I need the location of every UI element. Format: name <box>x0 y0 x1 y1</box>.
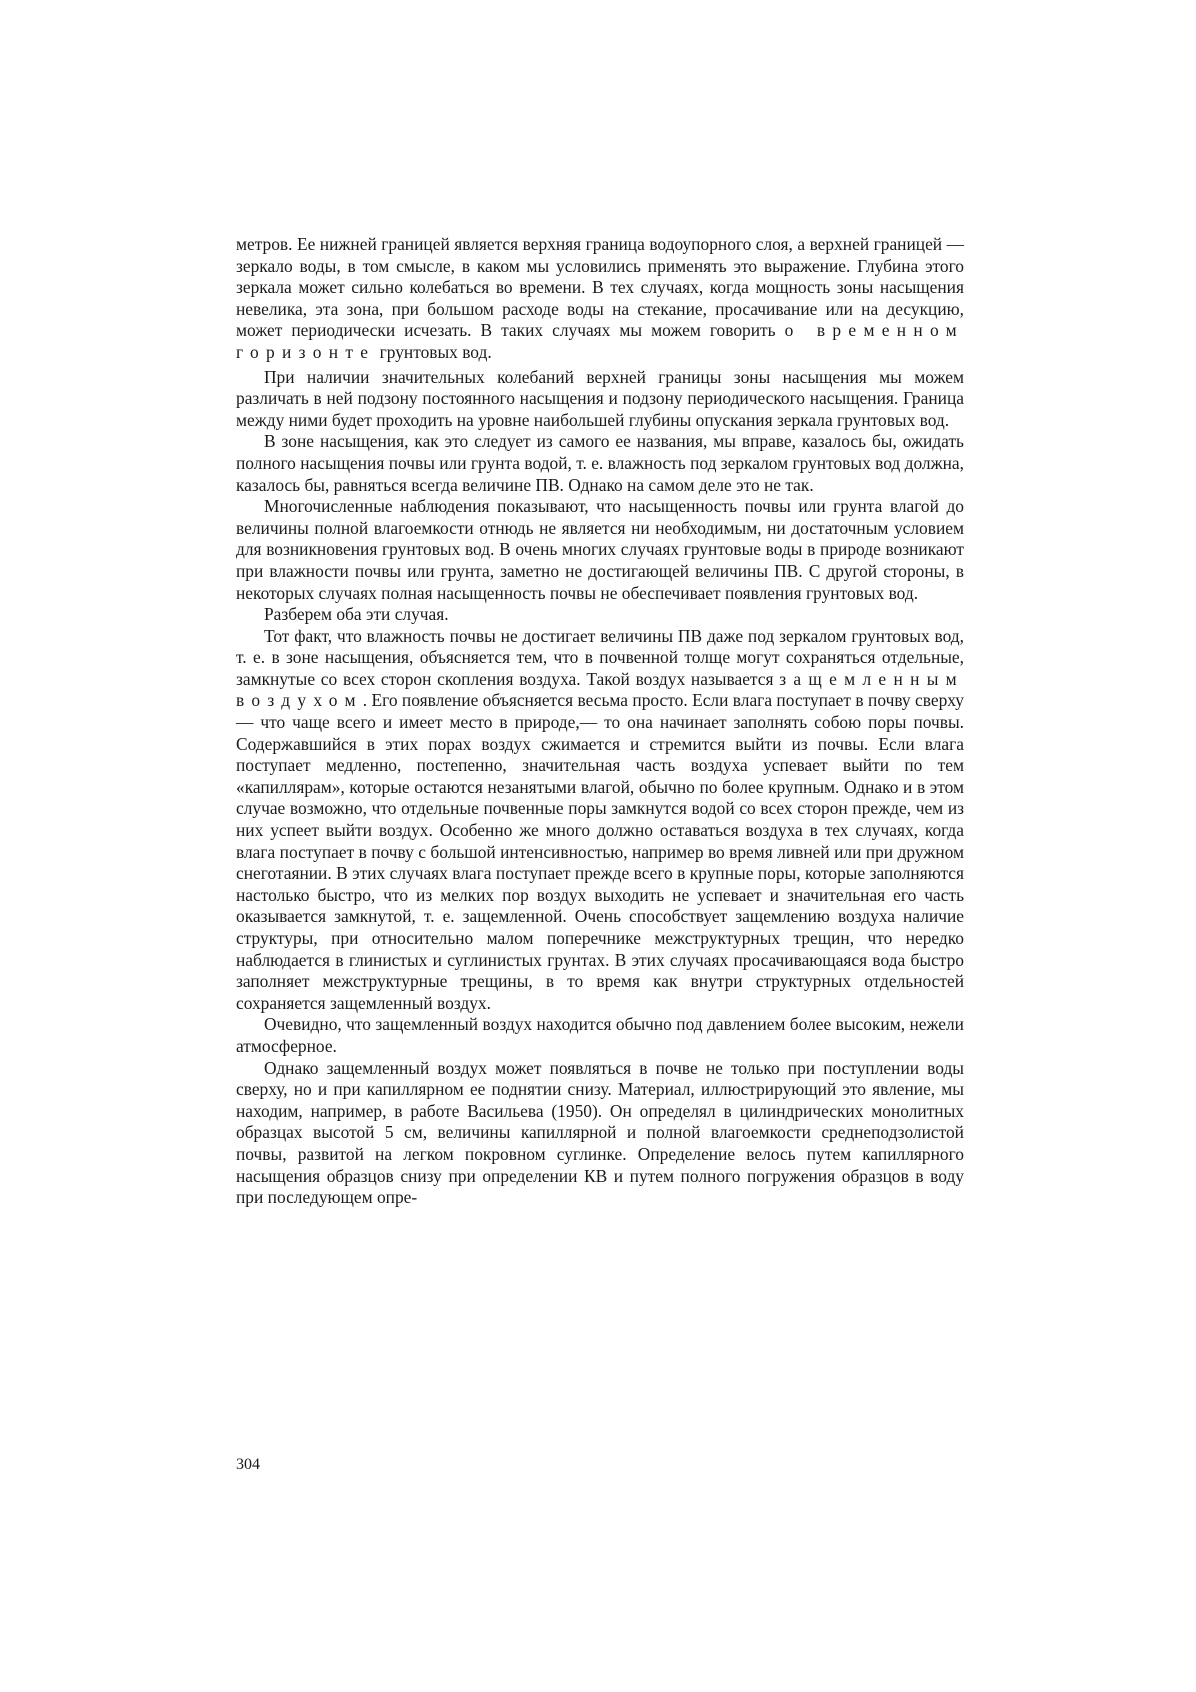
paragraph-2: При наличии значительных колебаний верхней границы зоны насыщения мы можем различать в ней подзону постоянного насыщения и подзону периодического насыщения. Граница между ними будет проходить на уровне наибольшей глубины опускания зеркала грунтовых вод. <box>236 366 964 430</box>
paragraph-6 <box>236 626 964 1015</box>
paragraph-6-part-3: . Его появление объясняется весьма просто. Если влага поступает в почву сверху — что чаще всего и имеет место в природе,— то она начинает заполнять собою поры почвы. Содержавшийся в этих порах воздух сжимается и стремится выйти из почвы. Если влага поступает медленно, постепенно, значительная часть воздуха успевает выйти по тем «капиллярам», которые остаются незанятыми влагой, обычно по более крупным. Однако и в этом случае возможно, что отдельные почвенные поры замкнутся водой со всех сторон прежде, чем из них успеет выйти воздух. Особенно же много должно оставаться воздуха в тех случаях, когда влага поступает в почву с большой интенсивностью, например во время ливней или при дружном снеготаянии. В этих случаях влага поступает прежде всего в крупные поры, которые заполняются настолько быстро, что из мелких пор воздух выходить не успевает и значительная его часть оказывается замкнутой, т. е. защемленной. Очень способствует защемлению воздуха наличие структуры, при относительно малом поперечнике межструктурных трещин, что нередко наблюдается в глинистых и суглинистых грунтах. В этих случаях просачивающаяся вода быстро заполняет межструктурные трещины, в то время как внутри структурных отдельностей сохраняется защемленный воздух. <box>236 690 964 1013</box>
term-temporary-horizon: о временном горизонте <box>236 320 965 362</box>
page-number: 304 <box>236 1456 260 1473</box>
paragraph-1 <box>236 234 964 364</box>
paragraph-6-part-1: Тот факт, что влажность почвы не достигает величины ПВ даже под зеркалом грунтовых вод, т. е. в зоне насыщения, объясняется тем, что в почвенной толще могут сохраняться отдельные, замкнутые со всех сторон скопления воздуха. Такой воздух называется <box>236 625 964 689</box>
paragraph-1-part-3: грунтовых вод. <box>375 341 492 362</box>
paragraph-1-part-1: метров. Ее нижней границей является верхняя граница водоупорного слоя, а верхней границей — зеркало воды, в том смысле, в каком мы условились применять это выражение. Глубина этого зеркала может сильно колебаться во времени. В тех случаях, когда мощность зоны насыщения невелика, эта зона, при большом расходе воды на стекание, просачивание или на десукцию, может периодически исчезать. В таких случаях мы можем говорить <box>236 234 964 341</box>
term-trapped-air: защемленным воздухом <box>236 668 964 711</box>
paragraph-3: В зоне насыщения, как это следует из самого ее названия, мы вправе, казалось бы, ожидать полного насыщения почвы или грунта водой, т. е. влажность под зеркалом грунтовых вод должна, казалось бы, равняться всегда величине ПВ. Однако на самом деле это не так. <box>236 431 964 495</box>
page-body <box>236 234 964 1209</box>
text-block <box>236 234 964 1209</box>
paragraph-4: Многочисленные наблюдения показывают, что насыщенность почвы или грунта влагой до величины полной влагоемкости отнюдь не является ни необходимым, ни достаточным условием для возникновения грунтовых вод. В очень многих случаях грунтовые воды в природе возникают при влажности почвы или грунта, заметно не достигающей величины ПВ. С другой стороны, в некоторых случаях полная насыщенность почвы не обеспечивает появления грунтовых вод. <box>236 496 964 603</box>
paragraph-8: Однако защемленный воздух может появляться в почве не только при поступлении воды сверху, но и при капиллярном ее поднятии снизу. Материал, иллюстрирующий это явление, мы находим, например, в работе Васильева (1950). Он определял в цилиндрических монолитных образцах высотой 5 см, величины капиллярной и полной влагоемкости среднеподзолистой почвы, развитой на легком покровном суглинке. Определение велось путем капиллярного насыщения образцов снизу при определении КВ и путем полного погружения образцов в воду при последующем опре- <box>236 1057 964 1208</box>
paragraph-7: Очевидно, что защемленный воздух находится обычно под давлением более высоким, нежели атмосферное. <box>236 1014 964 1056</box>
paragraph-5: Разберем оба эти случая. <box>264 604 449 625</box>
